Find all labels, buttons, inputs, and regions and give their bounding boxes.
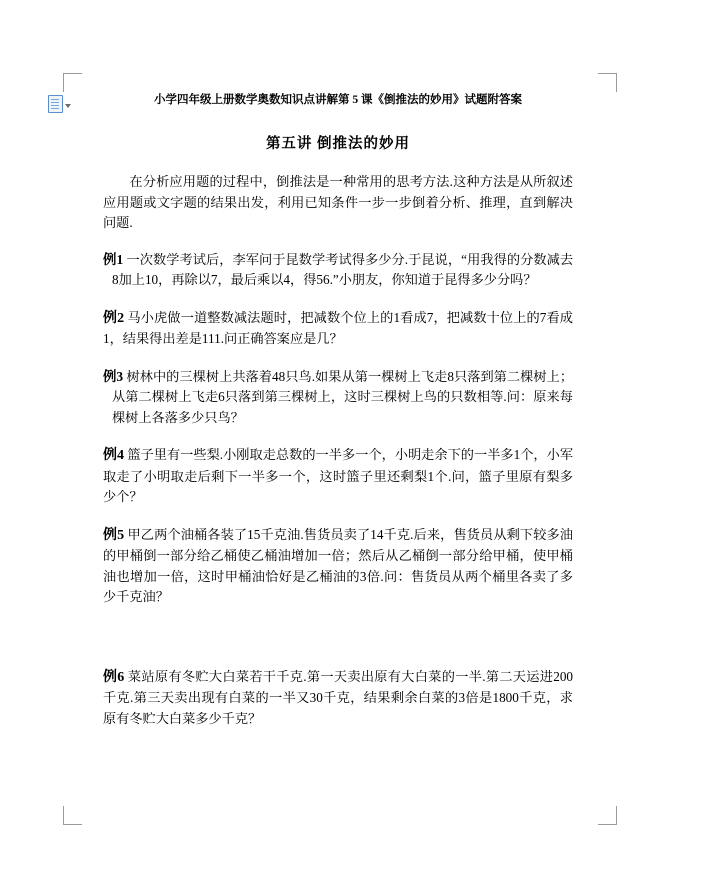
example-1 <box>103 250 574 291</box>
example-4-label: 例4 <box>103 448 125 463</box>
example-4 <box>103 445 573 508</box>
example-3 <box>103 367 574 429</box>
lecture-heading: 第五讲 倒推法的妙用 <box>265 136 411 152</box>
example-5-label: 例5 <box>103 527 125 543</box>
section-spacer <box>103 625 573 667</box>
page-title: 小学四年级上册数学奥数知识点讲解第 5 课《倒推法的妙用》试题附答案 <box>154 94 522 106</box>
crop-mark-bottom-right <box>598 806 617 825</box>
example-1-label: 例1 <box>103 251 124 267</box>
chevron-down-icon[interactable] <box>65 104 71 108</box>
example-4-text: 篮子里有一些梨.小刚取走总数的一半多一个，小明走余下的一半多1个，小军取走了小明取走后剩下一半多一个，这时篮子里还剩梨1个.问，篮子里原有梨多少个？ <box>103 447 574 504</box>
example-5 <box>103 525 573 608</box>
example-6-text: 菜站原有冬贮大白菜若干千克.第一天卖出原有大白菜的一半.第二天运进200千克.第三天卖出现有白菜的一半又30千克，结果剩余白菜的3倍是1800千克，求原有冬贮大白菜多少千克？ <box>103 668 574 726</box>
example-5-text: 甲乙两个油桶各装了15千克油.售货员卖了14千克.后来，售货员从剩下较多油的甲桶倒一部分给乙桶使乙桶油增加一倍；然后从乙桶倒一部分给甲桶，使甲桶油也增加一倍，这时甲桶油恰好是乙桶油的3倍.问：售货员从两个桶里各卖了多少千克油？ <box>103 526 573 604</box>
example-2 <box>103 308 573 350</box>
example-2-label: 例2 <box>103 310 125 326</box>
intro-paragraph: 在分析应用题的过程中，倒推法是一种常用的思考方法.这种方法是从所叙述应用题或文字题的结果出发，利用已知条件一步一步倒着分析、推理，直到解决问题. <box>103 174 573 230</box>
crop-mark-bottom-left <box>63 806 82 825</box>
example-6-label: 例6 <box>103 669 125 685</box>
crop-mark-top-left <box>63 73 82 92</box>
document-icon <box>48 95 63 113</box>
example-3-label: 例3 <box>103 368 124 384</box>
example-2-text: 马小虎做一道整数减法题时，把减数个位上的1看成7，把减数十位上的7看成1，结果得出差是111.问正确答案应是几？ <box>103 309 573 346</box>
crop-mark-top-right <box>598 73 617 92</box>
example-1-text: 一次数学考试后，李军问于昆数学考试得多少分.于昆说，“用我得的分数减去8加上10，再除以7，最后乘以4，得56.”小朋友，你知道于昆得多少分吗？ <box>112 251 574 287</box>
example-6 <box>103 667 573 730</box>
document-body <box>103 92 573 746</box>
example-3-text: 树林中的三棵树上共落着48只鸟.如果从第一棵树上飞走8只落到第二棵树上；从第二棵树上飞走6只落到第三棵树上，这时三棵树上鸟的只数相等.问：原来每棵树上各落多少只鸟？ <box>112 368 574 425</box>
document-icon-button[interactable] <box>48 95 71 113</box>
